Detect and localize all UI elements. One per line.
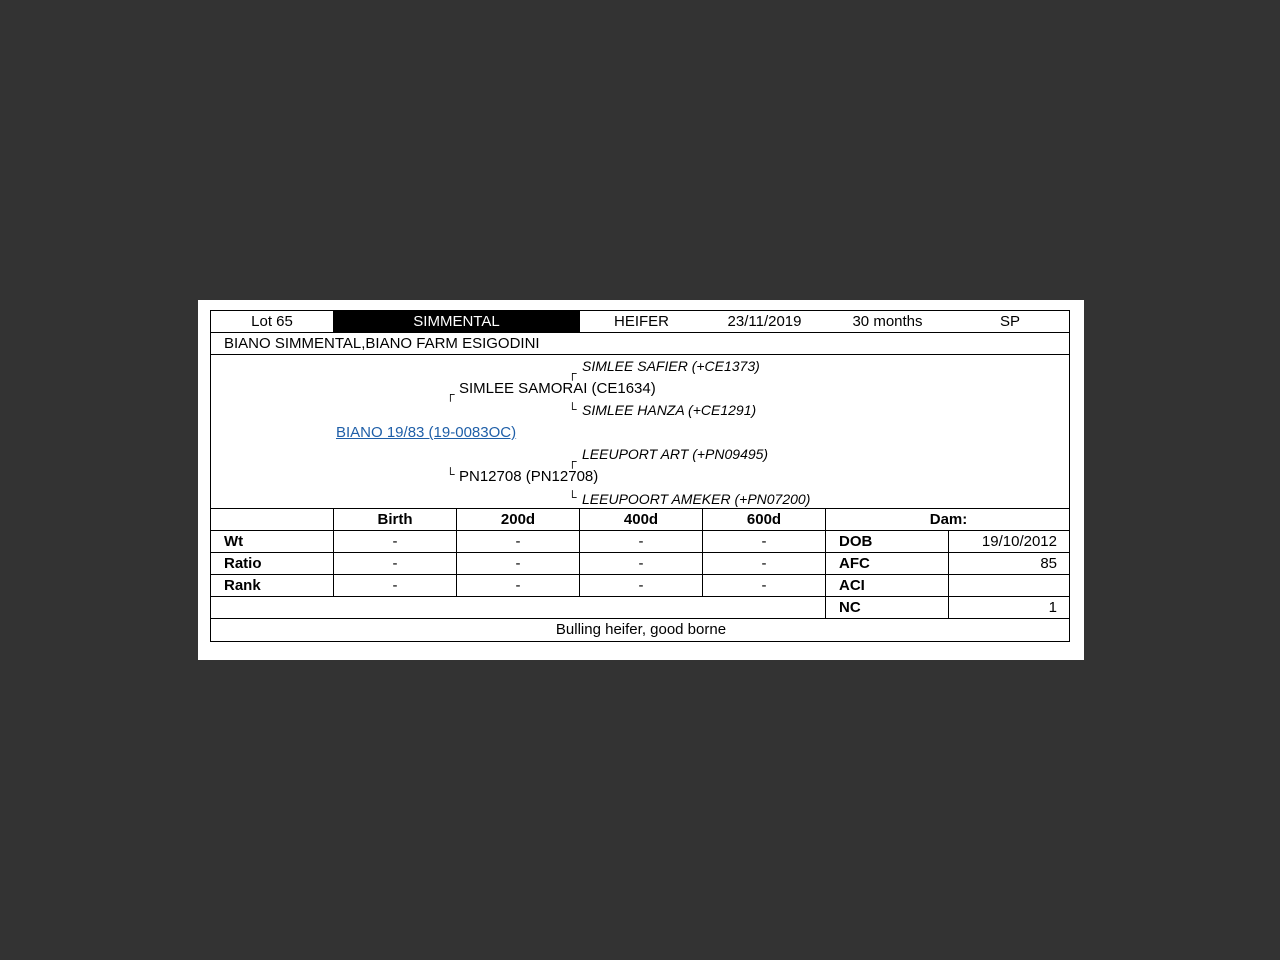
breed-label: SIMMENTAL	[334, 311, 580, 332]
table-cell: -	[580, 531, 703, 552]
bracket-bottom-icon: └	[446, 467, 455, 481]
age-label: 30 months	[852, 313, 923, 330]
table-cell: -	[334, 531, 457, 552]
row-label: Wt	[211, 531, 334, 552]
table-cell: -	[457, 553, 580, 574]
lot-card	[210, 310, 1070, 642]
comment-text: Bulling heifer, good borne	[555, 621, 727, 638]
column-header: 600d	[703, 509, 826, 530]
dam-title: Dam:	[929, 511, 968, 528]
dam-label: ACI	[826, 575, 949, 596]
row-label: Ratio	[211, 553, 334, 574]
table-cell: -	[457, 531, 580, 552]
dam-label: AFC	[826, 553, 949, 574]
dam-value	[949, 575, 1071, 596]
bracket-top-icon: ┌	[568, 366, 577, 380]
sex-label: HEIFER	[613, 313, 669, 330]
empty-cell	[211, 597, 826, 618]
table-row	[211, 597, 1069, 619]
sire-sire: SIMLEE SAFIER (+CE1373)	[582, 358, 760, 374]
code-label: SP	[999, 313, 1020, 330]
dam-label: NC	[826, 597, 949, 618]
bracket-top-icon: ┌	[446, 387, 455, 401]
lot-sheet	[198, 300, 1084, 660]
seller-name: BIANO SIMMENTAL,BIANO FARM ESIGODINI	[224, 335, 540, 352]
column-header: 400d	[580, 509, 703, 530]
table-cell: -	[703, 531, 826, 552]
date-label: 23/11/2019	[727, 313, 802, 330]
dam-value: 19/10/2012	[981, 533, 1057, 550]
sire-dam: SIMLEE HANZA (+CE1291)	[582, 402, 757, 418]
bracket-top-icon: ┌	[568, 454, 577, 468]
table-row	[211, 553, 1069, 575]
dam-name: PN12708 (PN12708)	[459, 468, 599, 485]
table-cell: -	[334, 553, 457, 574]
weights-corner	[211, 509, 334, 530]
sire-name: SIMLEE SAMORAI (CE1634)	[459, 380, 656, 397]
dam-value: 85	[1040, 555, 1057, 572]
dam-sire: LEEUPORT ART (+PN09495)	[582, 446, 769, 462]
column-header: Birth	[334, 509, 457, 530]
lot-number: Lot 65	[211, 311, 334, 332]
table-cell: -	[457, 575, 580, 596]
bracket-bottom-icon: └	[568, 402, 577, 416]
table-row	[211, 575, 1069, 597]
row-label: Rank	[211, 575, 334, 596]
table-cell: -	[580, 553, 703, 574]
seller-row	[211, 333, 1069, 355]
dam-label: DOB	[826, 531, 949, 552]
dam-value: 1	[1048, 599, 1057, 616]
dam-dam: LEEUPOORT AMEKER (+PN07200)	[582, 491, 811, 507]
pedigree-block	[211, 355, 1069, 509]
table-cell: -	[703, 575, 826, 596]
weights-header-row	[211, 509, 1069, 531]
table-cell: -	[703, 553, 826, 574]
table-cell: -	[580, 575, 703, 596]
header-row	[211, 311, 1069, 333]
comment-row	[211, 619, 1069, 640]
bracket-bottom-icon: └	[568, 490, 577, 504]
table-row	[211, 531, 1069, 553]
table-cell: -	[334, 575, 457, 596]
column-header: 200d	[457, 509, 580, 530]
animal-link[interactable]: BIANO 19/83 (19-0083OC)	[336, 424, 517, 441]
